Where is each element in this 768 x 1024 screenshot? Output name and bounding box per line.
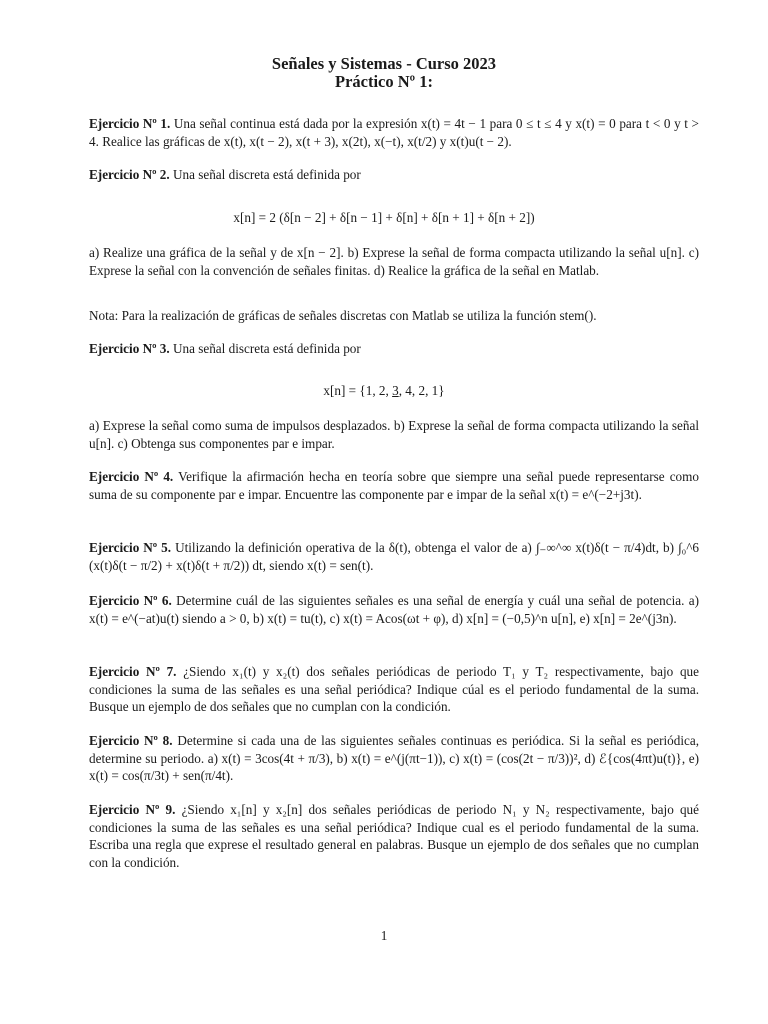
exercise-9-text: ¿Siendo x₁[n] y x₂[n] dos señales periódicas de periodo N₁ y N₂ respectivamente, bajo qué condiciones la suma de las señales es una señal periódica? Indique cual es el periodo fundamental de la suma. Escriba una regla que exprese el resultado general en palabras. Busque un ejemplo de dos señales que no cumplan con la condición. (89, 802, 699, 870)
exercise-3-equation-post: , 4, 2, 1} (398, 383, 445, 398)
exercise-3-label: Ejercicio Nº 3. (89, 341, 170, 356)
exercise-5-text: Utilizando la definición operativa de la δ(t), obtenga el valor de a) ∫₋∞^∞ x(t)δ(t − π/4)dt, b) ∫₀^6 (x(t)δ(t − π/2) + x(t)δ(t + π/2)) dt, siendo x(t) = sen(t). (89, 540, 699, 573)
exercise-7-text: ¿Siendo x₁(t) y x₂(t) dos señales periódicas de periodo T₁ y T₂ respectivamente, bajo que condiciones la suma de las señales es una señal periódica? Indique cúal es el periodo fundamental de la suma. Busque un ejemplo de dos señales que no cumplan con la condición. (89, 664, 699, 715)
exercise-3-equation (0, 382, 768, 400)
exercise-1 (89, 115, 699, 150)
exercise-6-label: Ejercicio Nº 6. (89, 593, 172, 608)
exercise-3-questions: a) Exprese la señal como suma de impulsos desplazados. b) Exprese la señal de forma compacta utilizando la señal u[n]. c) Obtenga sus componentes par e impar. (89, 418, 699, 451)
exercise-1-label: Ejercicio Nº 1. (89, 116, 171, 131)
exercise-5 (89, 539, 699, 574)
exercise-5-label: Ejercicio Nº 5. (89, 540, 172, 555)
exercise-2-label: Ejercicio Nº 2. (89, 167, 170, 182)
exercise-3-equation-origin: 3 (392, 383, 399, 398)
document-subtitle: Práctico Nº 1: (335, 72, 433, 91)
exercise-9 (89, 801, 699, 871)
exercise-3-equation-pre: x[n] = {1, 2, (323, 383, 393, 398)
exercise-8-text: Determine si cada una de las siguientes señales continuas es periódica. Si la señal es periódica, determine su periodo. a) x(t) = 3cos(4t + π/3), b) x(t) = e^(j(πt−1)), c) x(t) = (cos(2t − π/3))², d) ℰ{cos(4πt)u(t)}, e) x(t) = cos(π/3t) + sen(π/4t). (89, 733, 700, 784)
exercise-2 (89, 166, 699, 184)
exercise-7 (89, 663, 699, 716)
exercise-4 (89, 468, 699, 503)
exercise-6 (89, 592, 699, 627)
exercise-4-text: Verifique la afirmación hecha en teoría sobre que siempre una señal puede representarse como suma de su componente par e impar. Encuentre las componente par e impar de la señal x(t) = e^(−2+j3t). (89, 469, 699, 502)
exercise-7-label: Ejercicio Nº 7. (89, 664, 177, 679)
exercise-6-text: Determine cuál de las siguientes señales es una señal de energía y cuál una señal de potencia. a) x(t) = e^(−at)u(t) siendo a > 0, b) x(t) = tu(t), c) x(t) = Acos(ωt + φ), d) x[n] = (−0,5)^n u[n], e) x[n] = 2e^(j3n). (89, 593, 700, 626)
exercise-2-text: Una señal discreta está definida por (172, 167, 361, 182)
exercise-3 (89, 340, 699, 358)
exercise-3-text: Una señal discreta está definida por (172, 341, 361, 356)
exercise-8 (89, 732, 699, 785)
document-title: Señales y Sistemas - Curso 2023 (271, 54, 497, 73)
exercise-2-equation: x[n] = 2 (δ[n − 2] + δ[n − 1] + δ[n] + δ[n + 1] + δ[n + 2]) (233, 210, 535, 225)
exercise-8-label: Ejercicio Nº 8. (89, 733, 173, 748)
exercise-4-label: Ejercicio Nº 4. (89, 469, 174, 484)
exercise-2-questions: a) Realize una gráfica de la señal y de x[n − 2]. b) Exprese la señal de forma compacta utilizando la señal u[n]. c) Exprese la señal con la convención de señales finitas. d) Realice la gráfica de la señal en Matlab. (89, 245, 699, 278)
page-number: 1 (380, 928, 388, 943)
exercise-9-label: Ejercicio Nº 9. (89, 802, 176, 817)
exercise-1-text: Una señal continua está dada por la expresión x(t) = 4t − 1 para 0 ≤ t ≤ 4 y x(t) = 0 para t < 0 y t > 4. Realice las gráficas de x(t), x(t − 2), x(t + 3), x(2t), x(−t), x(t/2) y x(t)u(t − 2). (89, 116, 699, 149)
exercise-2-note: Nota: Para la realización de gráficas de señales discretas con Matlab se utiliza la función stem(). (89, 308, 597, 323)
